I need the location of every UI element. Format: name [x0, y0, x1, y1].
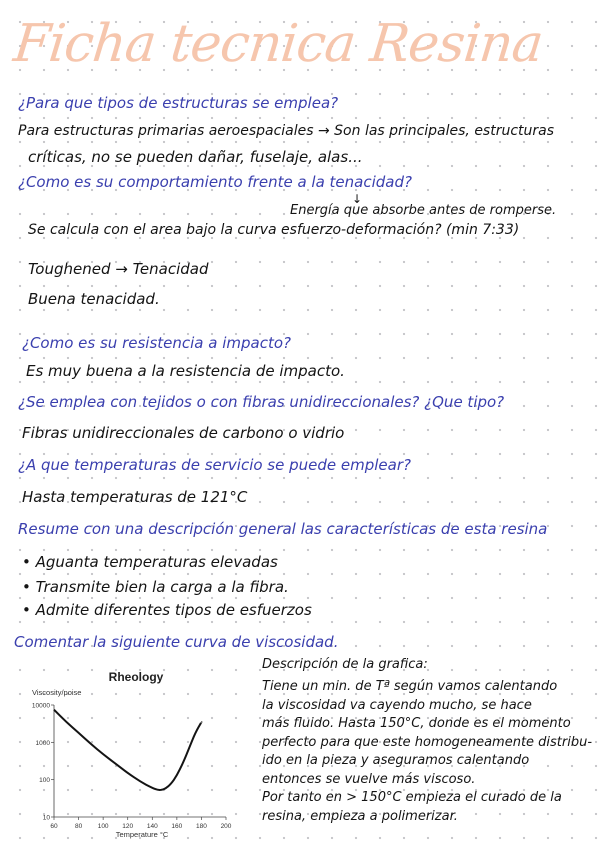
description-line: Tiene un min. de Tª según vamos calentando: [262, 679, 558, 694]
bullet-2: • Transmite bien la carga a la fibra.: [22, 578, 289, 596]
answer-2-line-3: Buena tenacidad.: [28, 290, 160, 308]
down-arrow-icon: ↓: [352, 192, 363, 206]
answer-1-line-1: Para estructuras primarias aeroespaciales → Son las principales, estructuras: [18, 123, 555, 139]
description-line: Por tanto en > 150°C empieza el curado de la: [262, 790, 562, 805]
description-line: resina, empieza a polimerizar.: [262, 808, 458, 824]
question-3: ¿Como es su resistencia a impacto?: [22, 334, 291, 352]
description-line: perfecto para que este homogeneamente distribu-: [262, 734, 593, 750]
chart-y-tick-label: 10000: [31, 702, 50, 710]
answer-4: Fibras unidireccionales de carbono o vidrio: [22, 424, 345, 442]
question-2: ¿Como es su comportamiento frente a la tenacidad?: [18, 173, 412, 191]
chart-series-line: [54, 710, 201, 790]
page-title: Ficha tecnica Resina: [10, 14, 546, 74]
chart-svg: [18, 665, 240, 843]
bullet-3: • Admite diferentes tipos de esfuerzos: [22, 601, 312, 619]
description-lines: [262, 678, 592, 826]
answer-2-line-2: Toughened → Tenacidad: [28, 260, 209, 278]
description-line: más fluido. Hasta 150°C, donde es el momento: [262, 716, 571, 731]
question-6: Resume con una descripción general las características de esta resina: [18, 520, 548, 538]
chart-x-tick-label: 60: [50, 823, 58, 830]
chart-x-label: Temperature °C: [115, 830, 169, 839]
question-7: Comentar la siguiente curva de viscosidad.: [14, 633, 339, 651]
chart-y-tick-label: 1000: [35, 739, 50, 747]
chart-y-tick-label: 100: [39, 777, 50, 785]
chart-x-tick-label: 160: [171, 823, 183, 830]
chart-x-tick-label: 120: [122, 823, 134, 830]
chart-x-tick-label: 80: [74, 823, 83, 830]
answer-2-line-1: Se calcula con el area bajo la curva esfuerzo-deformación? (min 7:33): [28, 222, 520, 238]
chart-x-tick-label: 200: [220, 823, 232, 830]
chart-y-tick-label: 10: [42, 814, 50, 822]
answer-1-line-2: críticas, no se pueden dañar, fuselaje, alas...: [28, 148, 363, 166]
answer-5: Hasta temperaturas de 121°C: [22, 488, 248, 506]
answer-2-note: Energía que absorbe antes de romperse.: [290, 203, 557, 218]
question-4: ¿Se emplea con tejidos o con fibras unidireccionales? ¿Que tipo?: [18, 393, 505, 411]
chart-title: Rheology: [108, 670, 164, 684]
question-5: ¿A que temperaturas de servicio se puede emplear?: [18, 456, 411, 474]
description-line: entonces se vuelve más viscoso.: [262, 771, 476, 787]
answer-3: Es muy buena a la resistencia de impacto.: [26, 362, 345, 380]
chart-y-label: Viscosity/poise: [32, 688, 82, 697]
description-heading: Descripción de la grafica:: [262, 657, 428, 672]
bullet-1: • Aguanta temperaturas elevadas: [22, 553, 278, 571]
chart-x-tick-label: 100: [97, 823, 109, 830]
question-1: ¿Para que tipos de estructuras se emplea?: [18, 94, 339, 112]
chart-x-tick-label: 140: [146, 823, 158, 830]
chart-x-tick-label: 180: [195, 823, 207, 830]
viscosity-chart: [18, 665, 240, 843]
description-line: ido en la pieza y aseguramos calentando: [262, 753, 530, 768]
description-line: la viscosidad va cayendo mucho, se hace: [262, 697, 532, 713]
